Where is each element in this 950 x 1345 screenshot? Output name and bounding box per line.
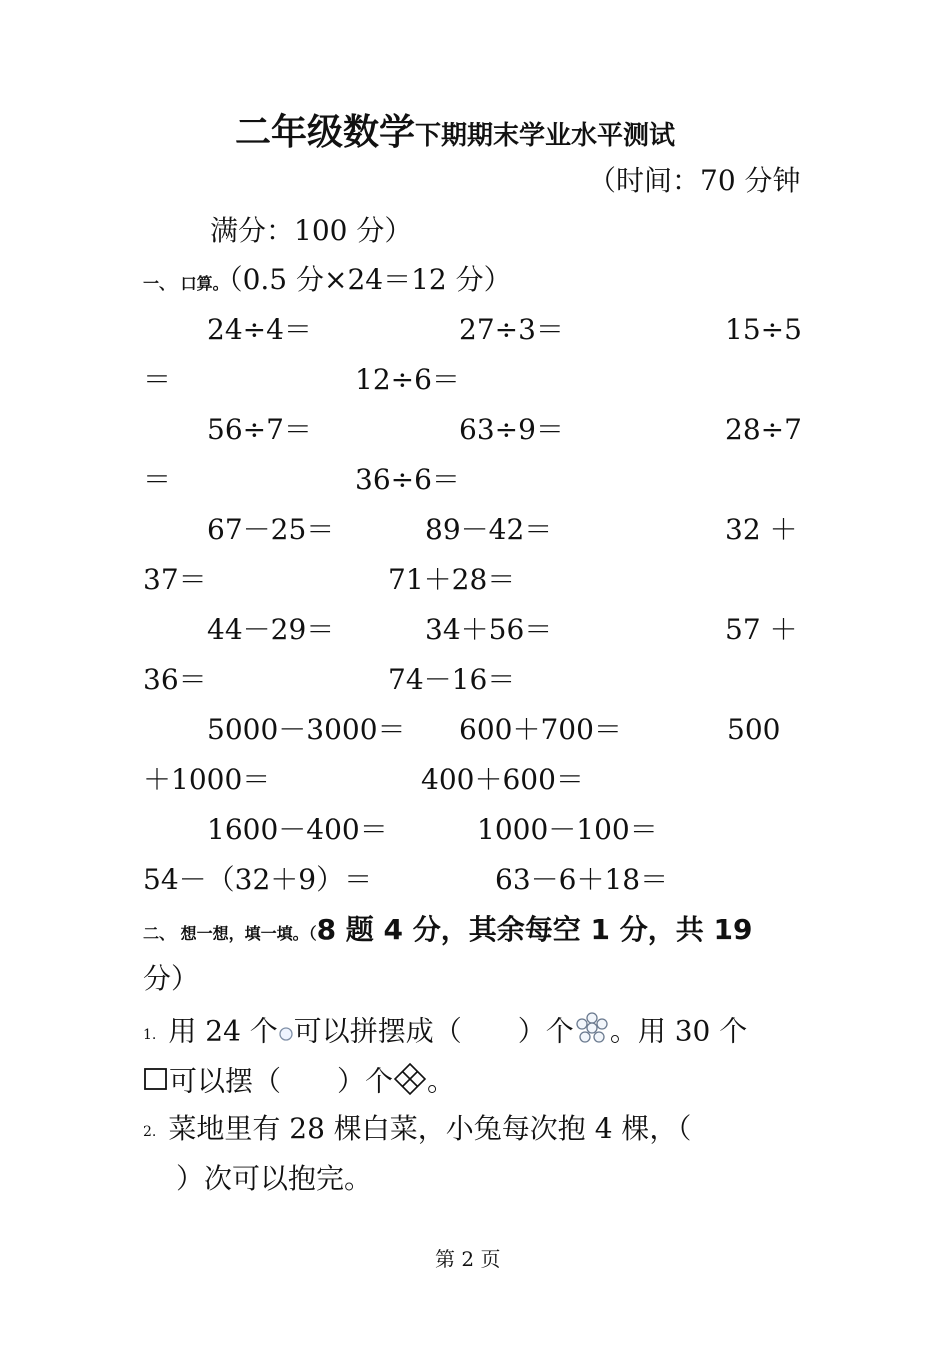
small-square-icon [143,1066,169,1100]
calc-item: ＝ [143,463,172,496]
calc-item: 28÷7 [725,413,802,446]
calc-item: 34＋56＝ [425,613,553,646]
section2-score: 8 题 4 分，其余每空 1 分，共 19 [316,913,753,946]
calc-item: 56÷7＝ [207,413,312,446]
calc-item: 57 ＋ [725,613,798,646]
section1-label: 一、 口算。 [143,274,229,293]
time-info: （时间：70 分钟 [588,164,801,197]
calc-item: 5000－3000＝ [207,713,406,746]
score-info: 满分：100 分） [210,214,413,247]
small-circle-icon [278,1016,294,1050]
diamond-lattice-icon [393,1062,427,1104]
calc-item: 54－（32＋9）＝ [143,863,373,896]
calc-item: 15÷5 [725,313,802,346]
calc-item: 89－42＝ [425,513,553,546]
question-number: 2. [143,1124,157,1140]
calc-item: 63÷9＝ [459,413,564,446]
calc-item: 74－16＝ [388,663,516,696]
calc-item: 37＝ [143,563,207,596]
title-main: 二年级数学 [235,112,416,153]
question-1-line1 [143,1012,747,1054]
calc-item: 67－25＝ [207,513,335,546]
exam-title [235,112,676,153]
section1-score: （0.5 分×24＝12 分） [228,263,512,296]
calc-item: 63－6＋18＝ [495,863,669,896]
page-number: 第 2 页 [435,1247,501,1271]
question-1-line2 [143,1062,455,1104]
calc-item: 27÷3＝ [459,313,564,346]
q1-text-b: 可以拼摆成（ ）个 [293,1014,574,1048]
calc-item: 400＋600＝ [421,763,584,796]
calc-item: 12÷6＝ [355,363,460,396]
calc-item: ＝ [143,363,172,396]
q1-text-c: 。用 30 个 [609,1014,748,1048]
q2-text-line1: 菜地里有 28 棵白菜，小兔每次抱 4 棵，（ [168,1112,692,1145]
calc-item: ＋1000＝ [143,763,271,796]
question-number: 1. [143,1026,157,1043]
flower-circles-icon [574,1012,610,1054]
calc-item: 36÷6＝ [355,463,460,496]
calc-item: 32 ＋ [725,513,798,546]
calc-item: 1600－400＝ [207,813,388,846]
section2-score-cont: 分） [143,962,200,995]
calc-item: 24÷4＝ [207,313,312,346]
calc-item: 1000－100＝ [477,813,658,846]
calc-item: 44－29＝ [207,613,335,646]
q1-text-a: 用 24 个 [168,1014,278,1048]
q1-text-e: 。 [427,1064,456,1098]
q1-text-d: 可以摆（ ）个 [169,1064,394,1098]
question-2-line1 [143,1112,691,1151]
calc-item: 71＋28＝ [388,563,516,596]
question-2-line2: ）次可以抱完。 [176,1162,373,1195]
section2-label: 二、 想一想，填一填。（ [143,924,317,943]
section1-heading [143,263,512,301]
calc-item: 36＝ [143,663,207,696]
title-sub: 下期期末学业水平测试 [415,121,676,151]
calc-item: 600＋700＝ [459,713,622,746]
calc-item: 500 [727,713,781,746]
section2-heading [143,913,752,951]
